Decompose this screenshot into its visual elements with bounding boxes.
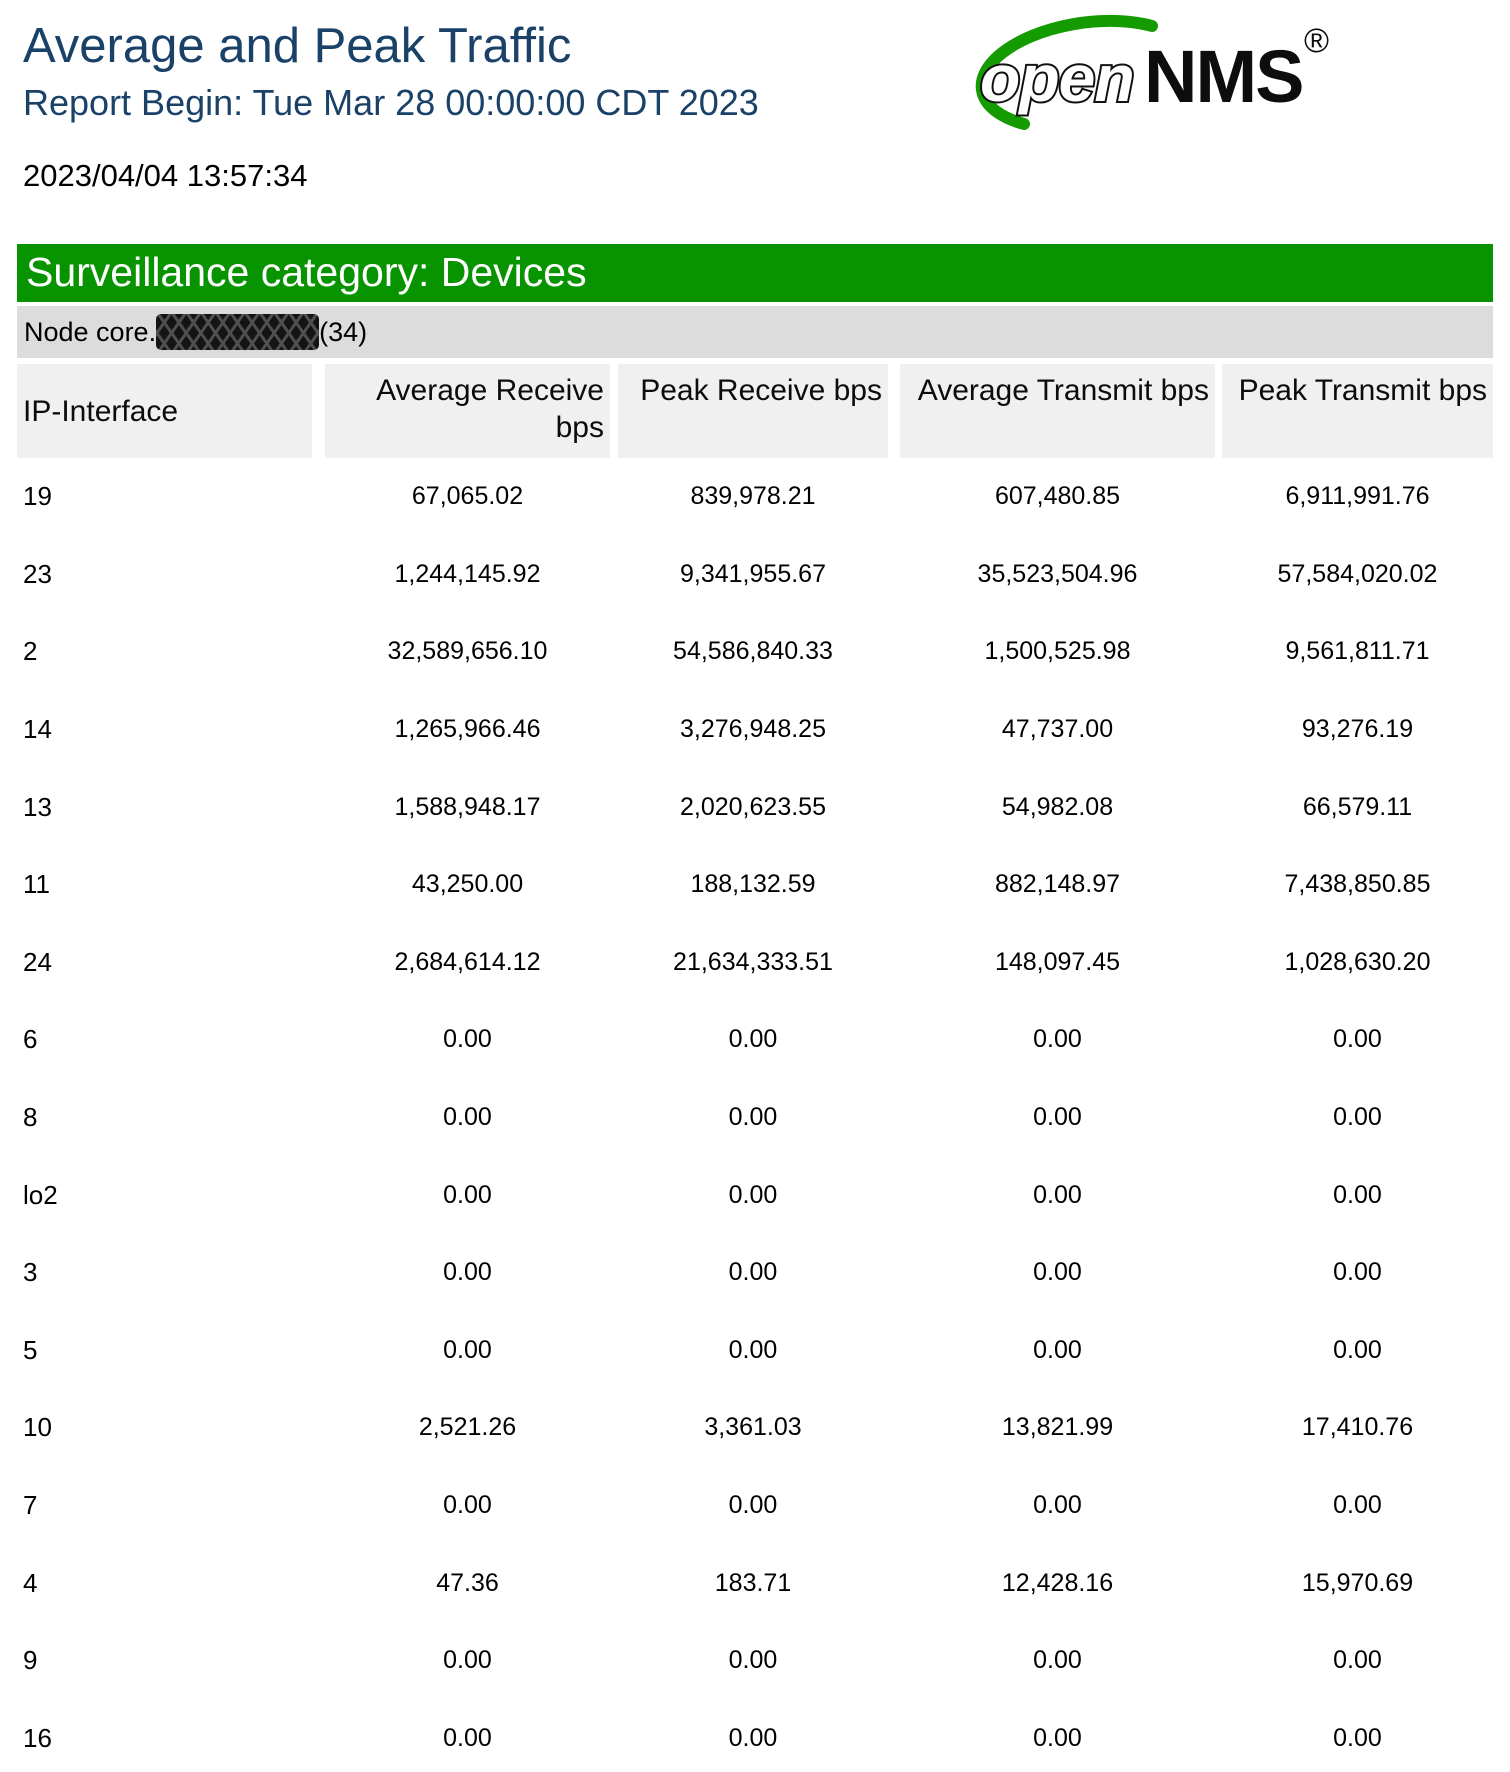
row-value: 21,634,333.51 — [673, 947, 833, 976]
column-header-peak-transmit-bps: Peak Transmit bps — [1222, 364, 1493, 458]
table-header-row — [17, 364, 1493, 458]
table-row — [17, 458, 1493, 536]
row-value: 0.00 — [728, 1180, 778, 1209]
row-value: 0.00 — [1333, 1646, 1382, 1675]
row-interface: 10 — [23, 1412, 52, 1443]
logo-registered-mark: ® — [1304, 22, 1330, 60]
row-value: 0.00 — [728, 1646, 778, 1675]
node-label-prefix: Node core. — [24, 317, 157, 347]
row-value: 9,341,955.67 — [680, 559, 826, 588]
row-value: 54,586,840.33 — [673, 637, 833, 666]
table-row — [17, 613, 1493, 691]
row-value: 0.00 — [728, 1258, 778, 1287]
row-value: 1,028,630.20 — [1284, 947, 1431, 976]
table-row — [17, 1234, 1493, 1312]
report-generated-timestamp: 2023/04/04 13:57:34 — [23, 158, 308, 193]
table-row — [17, 846, 1493, 924]
row-value: 0.00 — [1033, 1491, 1082, 1520]
row-value: 839,978.21 — [690, 482, 816, 511]
row-value: 0.00 — [728, 1491, 778, 1520]
row-value: 0.00 — [443, 1180, 492, 1209]
row-value: 0.00 — [1033, 1180, 1082, 1209]
row-value: 3,276,948.25 — [680, 715, 826, 744]
row-interface: 14 — [23, 714, 52, 745]
row-interface: 24 — [23, 946, 52, 977]
row-value: 0.00 — [1033, 1335, 1082, 1364]
table-row — [17, 1544, 1493, 1622]
page-title: Average and Peak Traffic — [23, 19, 572, 73]
row-value: 2,684,614.12 — [394, 947, 541, 976]
row-value: 0.00 — [728, 1103, 778, 1132]
row-interface: 4 — [23, 1567, 38, 1598]
column-header-average-transmit-bps: Average Transmit bps — [900, 364, 1215, 458]
row-value: 47,737.00 — [1001, 715, 1114, 744]
row-value: 0.00 — [1333, 1025, 1382, 1054]
row-interface: 16 — [23, 1722, 52, 1753]
report-begin-subtitle: Report Begin: Tue Mar 28 00:00:00 CDT 2023 — [23, 82, 759, 123]
row-interface: 11 — [23, 869, 50, 900]
row-value: 0.00 — [1333, 1103, 1382, 1132]
row-value: 47.36 — [436, 1568, 499, 1597]
column-header-peak-receive-bps: Peak Receive bps — [618, 364, 888, 458]
row-interface: 2 — [23, 636, 38, 667]
row-value: 0.00 — [1033, 1025, 1082, 1054]
row-value: 0.00 — [1033, 1723, 1082, 1752]
table-row — [17, 1467, 1493, 1545]
row-value: 882,148.97 — [994, 870, 1121, 899]
row-interface: 23 — [23, 558, 52, 589]
table-row — [17, 536, 1493, 614]
row-interface: 3 — [23, 1257, 38, 1288]
opennms-logo — [952, 10, 1347, 138]
table-row — [17, 924, 1493, 1002]
row-value: 0.00 — [443, 1491, 492, 1520]
row-value: 1,588,948.17 — [394, 792, 541, 821]
table-row — [17, 691, 1493, 769]
node-interface-count: (34) — [319, 317, 368, 347]
row-value: 15,970.69 — [1301, 1568, 1414, 1597]
row-value: 6,911,991.76 — [1285, 482, 1430, 511]
row-value: 607,480.85 — [994, 482, 1121, 511]
row-value: 2,020,623.55 — [680, 792, 826, 821]
table-row — [17, 1001, 1493, 1079]
row-value: 0.00 — [1333, 1723, 1382, 1752]
row-value: 13,821.99 — [1001, 1413, 1114, 1442]
opennms-logo-graphic — [952, 10, 1347, 138]
row-value: 0.00 — [728, 1025, 778, 1054]
table-body — [17, 458, 1493, 1772]
row-value: 0.00 — [728, 1723, 778, 1752]
row-interface: 7 — [23, 1490, 38, 1521]
logo-open-text: open — [980, 41, 1134, 115]
row-value: 1,500,525.98 — [984, 637, 1131, 666]
table-row — [17, 768, 1493, 846]
row-interface: 9 — [23, 1645, 38, 1676]
surveillance-category-banner: Surveillance category: Devices — [17, 244, 1493, 302]
row-interface: 6 — [23, 1024, 38, 1055]
row-value: 148,097.45 — [994, 947, 1121, 976]
row-value: 0.00 — [443, 1723, 492, 1752]
row-value: 0.00 — [443, 1103, 492, 1132]
row-value: 67,065.02 — [411, 482, 524, 511]
row-value: 2,521.26 — [418, 1413, 517, 1442]
row-value: 0.00 — [728, 1335, 778, 1364]
row-value: 12,428.16 — [1001, 1568, 1114, 1597]
row-value: 43,250.00 — [411, 870, 524, 899]
row-value: 57,584,020.02 — [1277, 559, 1438, 588]
redacted-node-name — [156, 314, 319, 350]
row-value: 0.00 — [1033, 1103, 1082, 1132]
row-value: 17,410.76 — [1301, 1413, 1414, 1442]
row-value: 0.00 — [1333, 1335, 1382, 1364]
row-interface: 19 — [23, 481, 52, 512]
row-value: 183.71 — [714, 1568, 792, 1597]
table-row — [17, 1622, 1493, 1700]
row-value: 0.00 — [443, 1258, 492, 1287]
row-value: 1,244,145.92 — [394, 559, 541, 588]
row-value: 0.00 — [443, 1646, 492, 1675]
table-row — [17, 1312, 1493, 1390]
row-value: 1,265,966.46 — [394, 715, 541, 744]
row-interface: 13 — [23, 791, 52, 822]
row-value: 0.00 — [1033, 1258, 1082, 1287]
table-row — [17, 1079, 1493, 1157]
table-row — [17, 1156, 1493, 1234]
row-value: 32,589,656.10 — [387, 637, 548, 666]
row-value: 0.00 — [1333, 1491, 1382, 1520]
row-value: 66,579.11 — [1302, 792, 1413, 821]
row-interface: lo2 — [23, 1179, 58, 1210]
row-value: 0.00 — [443, 1025, 492, 1054]
column-header-ip-interface: IP-Interface — [17, 364, 312, 458]
row-value: 54,982.08 — [1001, 792, 1114, 821]
row-interface: 5 — [23, 1334, 38, 1365]
row-value: 9,561,811.71 — [1285, 637, 1430, 666]
row-value: 0.00 — [1333, 1180, 1382, 1209]
row-value: 0.00 — [1033, 1646, 1082, 1675]
row-value: 93,276.19 — [1301, 715, 1414, 744]
row-interface: 8 — [23, 1102, 38, 1133]
row-value: 0.00 — [443, 1335, 492, 1364]
row-value: 7,438,850.85 — [1284, 870, 1431, 899]
column-header-average-receive-bps: Average Receive bps — [325, 364, 610, 458]
logo-nms-text: NMS — [1144, 35, 1303, 118]
row-value: 0.00 — [1333, 1258, 1382, 1287]
table-row — [17, 1389, 1493, 1467]
table-row — [17, 1700, 1493, 1772]
row-value: 188,132.59 — [690, 870, 816, 899]
node-title-bar — [17, 306, 1493, 358]
row-value: 35,523,504.96 — [977, 559, 1138, 588]
row-value: 3,361.03 — [704, 1413, 802, 1442]
